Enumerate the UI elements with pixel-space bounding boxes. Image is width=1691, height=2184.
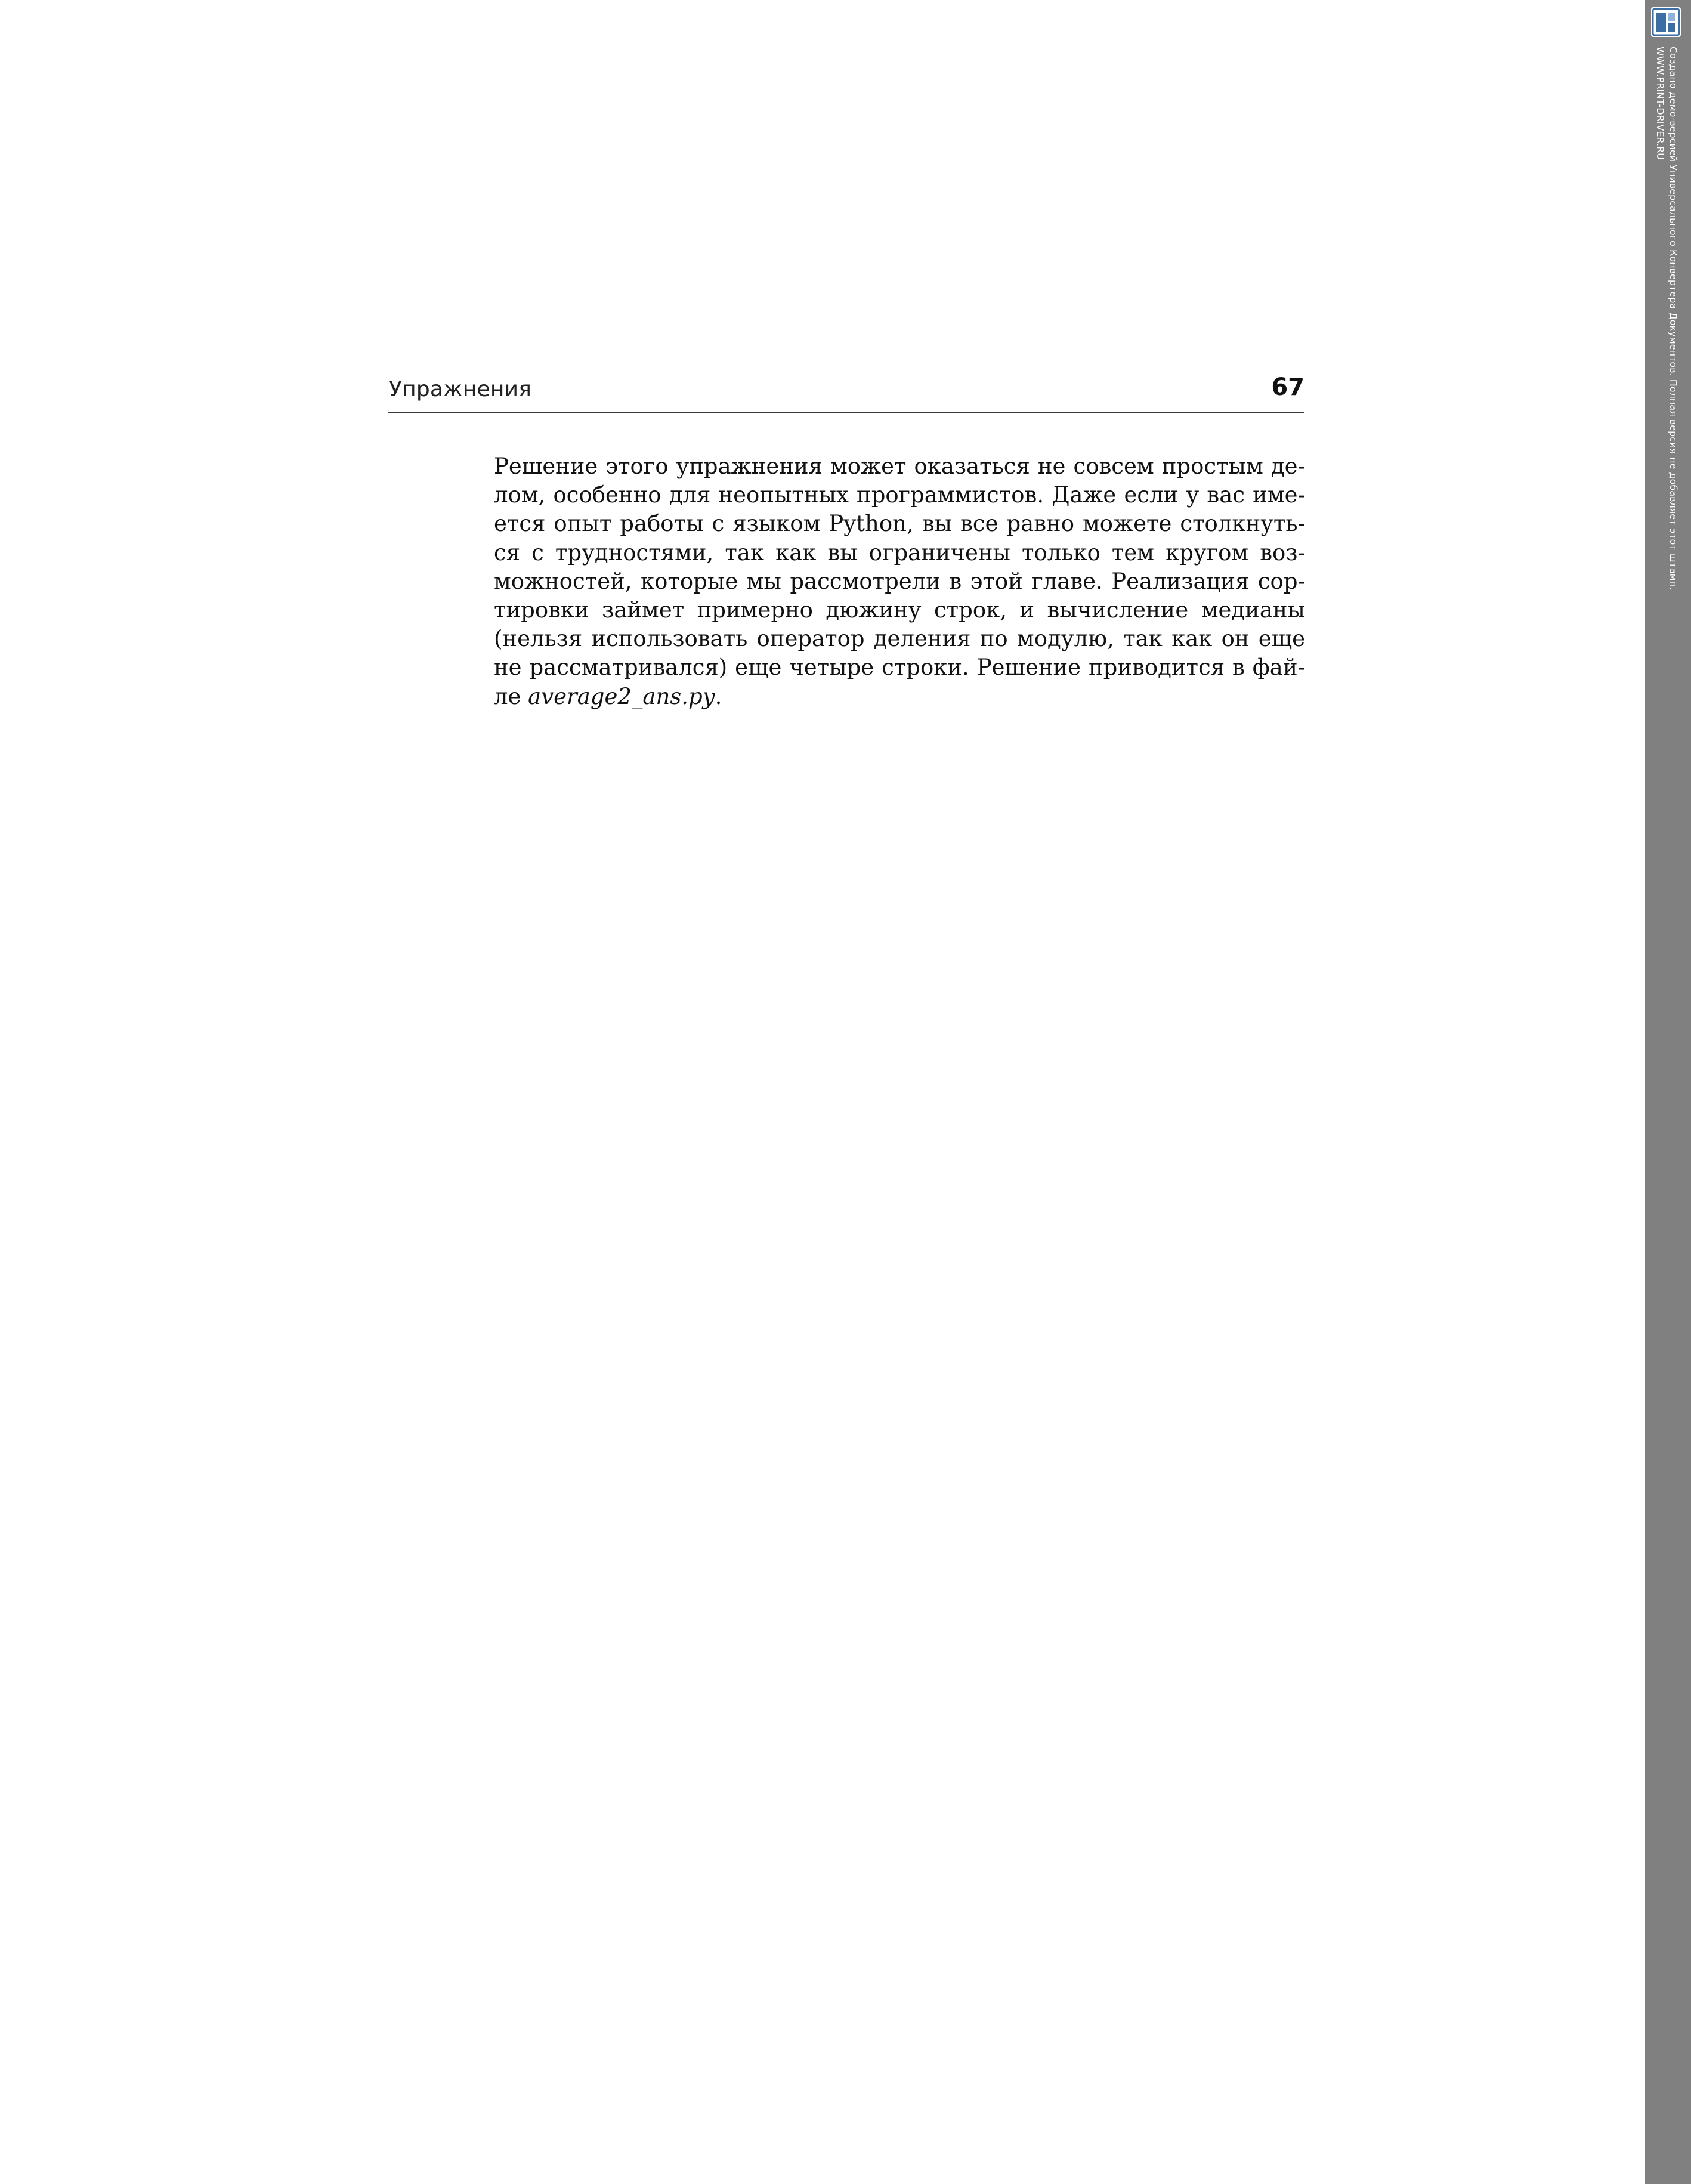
body-paragraph <box>494 452 1305 711</box>
watermark-line: Создано демо-версией Универсального Конвертера Документов. Полная версия не добавляет этот штамп. <box>1668 47 1679 591</box>
paragraph-line: (нельзя использовать оператор деления по модулю, так как он еще <box>494 626 1305 652</box>
paragraph-last-line <box>494 682 1305 711</box>
watermark-url: WWW.PRINT-DRIVER.RU <box>1655 47 1666 160</box>
paragraph-line: ется опыт работы с языком Python, вы все равно можете столкнуть- <box>494 511 1305 537</box>
paragraph-line: Решение этого упражнения может оказаться не совсем простым де- <box>494 453 1305 479</box>
filename: average2_ans.py <box>528 683 715 709</box>
paragraph-line: можностей, которые мы рассмотрели в этой главе. Реализация сор- <box>494 568 1305 594</box>
last-line-suffix: . <box>715 683 722 709</box>
watermark-text <box>1653 47 1680 590</box>
paragraph-line: не рассматривался) еще четыре строки. Решение приводится в фай- <box>494 654 1305 681</box>
paragraph-line: тировки займет примерно дюжину строк, и вычисление медианы <box>494 597 1305 623</box>
converter-logo-icon <box>1651 7 1681 37</box>
watermark-strip <box>1645 0 1691 2184</box>
paragraph-line: лом, особенно для неопытных программистов. Даже если у вас име- <box>494 482 1305 508</box>
paragraph-line: ся с трудностями, так как вы ограничены только тем кругом воз- <box>494 539 1305 566</box>
running-header <box>388 371 1304 413</box>
page-number: 67 <box>1271 373 1304 401</box>
last-line-prefix: ле <box>494 683 528 709</box>
section-title: Упражнения <box>389 377 532 401</box>
